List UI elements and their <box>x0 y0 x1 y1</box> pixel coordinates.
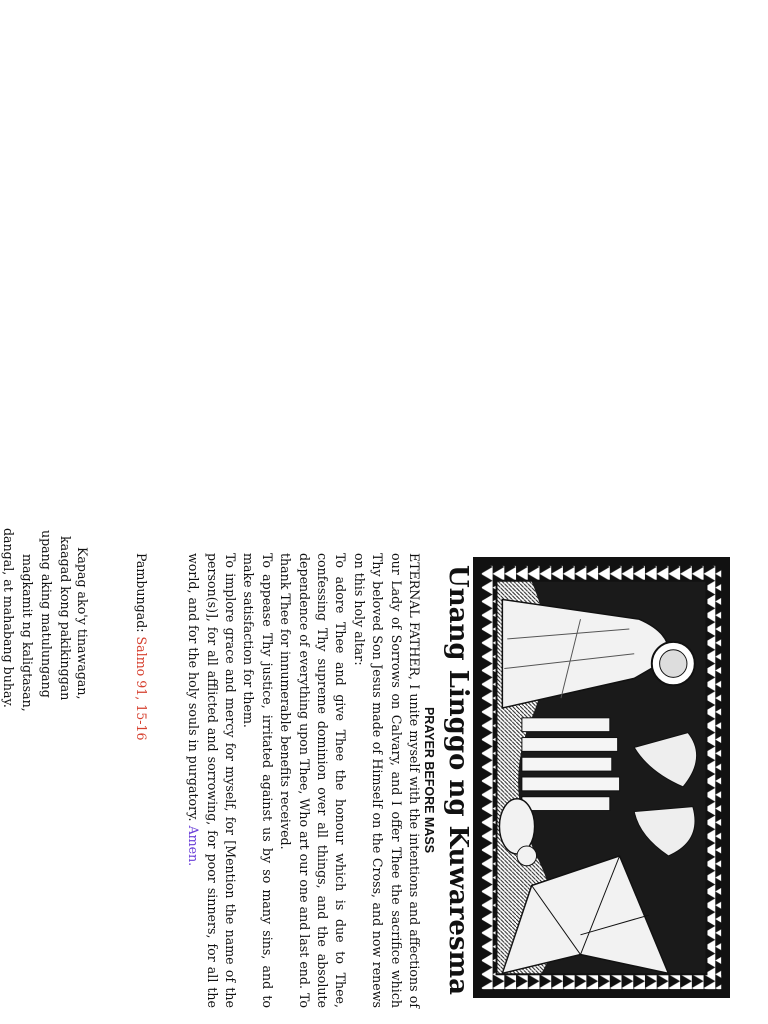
prayer-paragraph-2: To adore Thee and give Thee the honour which is due to Thee, confessing Thy supreme dominion over all things, and the absolute dependence of everything upon Thee, Who art our one and last end. To thank Thee for innumerable benefits received. <box>278 553 349 1008</box>
crucifixion-scene-illustration <box>473 557 730 998</box>
amen-word: Amen. <box>186 825 202 867</box>
section-subtitle: PRAYER BEFORE MASS <box>422 706 436 854</box>
pambungad-label: Pambungad: <box>134 553 149 633</box>
illustration-art <box>476 560 727 995</box>
verse-line-3: upang aking matulungang <box>39 530 54 698</box>
verse-line-1: Kapag ako'y tinawagan, <box>75 547 90 700</box>
page-title: Unang Linggo ng Kuwaresma <box>443 565 473 995</box>
verse-line-4: magkamit ng kaligtasan, <box>20 554 35 712</box>
verse-line-5: dangal, at mahabang buhay. <box>1 528 16 708</box>
prayer-paragraph-3: To appease Thy justice, irritated against us by so many sins, and to make satisfaction for them. <box>241 553 275 1008</box>
prayer-body <box>184 553 423 1008</box>
prayer-paragraph-4 <box>184 553 239 1008</box>
verse-line-2: kaagad kong pakikinggan <box>58 536 73 701</box>
pambungad-line <box>134 553 149 741</box>
psalm-reference: Salmo 91, 15-16 <box>134 636 149 741</box>
prayer-paragraph-4-text: To implore grace and mercy for myself, for [Mention the name of the person(s)], for all afflicted and sorrowing, for poor sinners, for all the world, and for the holy souls in purgatory. <box>186 553 238 1008</box>
prayer-paragraph-1: ETERNAL FATHER, I unite myself with the intentions and affections of our Lady of Sorrows on Calvary, and I offer Thee the sacrifice which Thy beloved Son Jesus made of Himself on the Cross, and now renews on this holy altar: <box>351 553 422 1008</box>
